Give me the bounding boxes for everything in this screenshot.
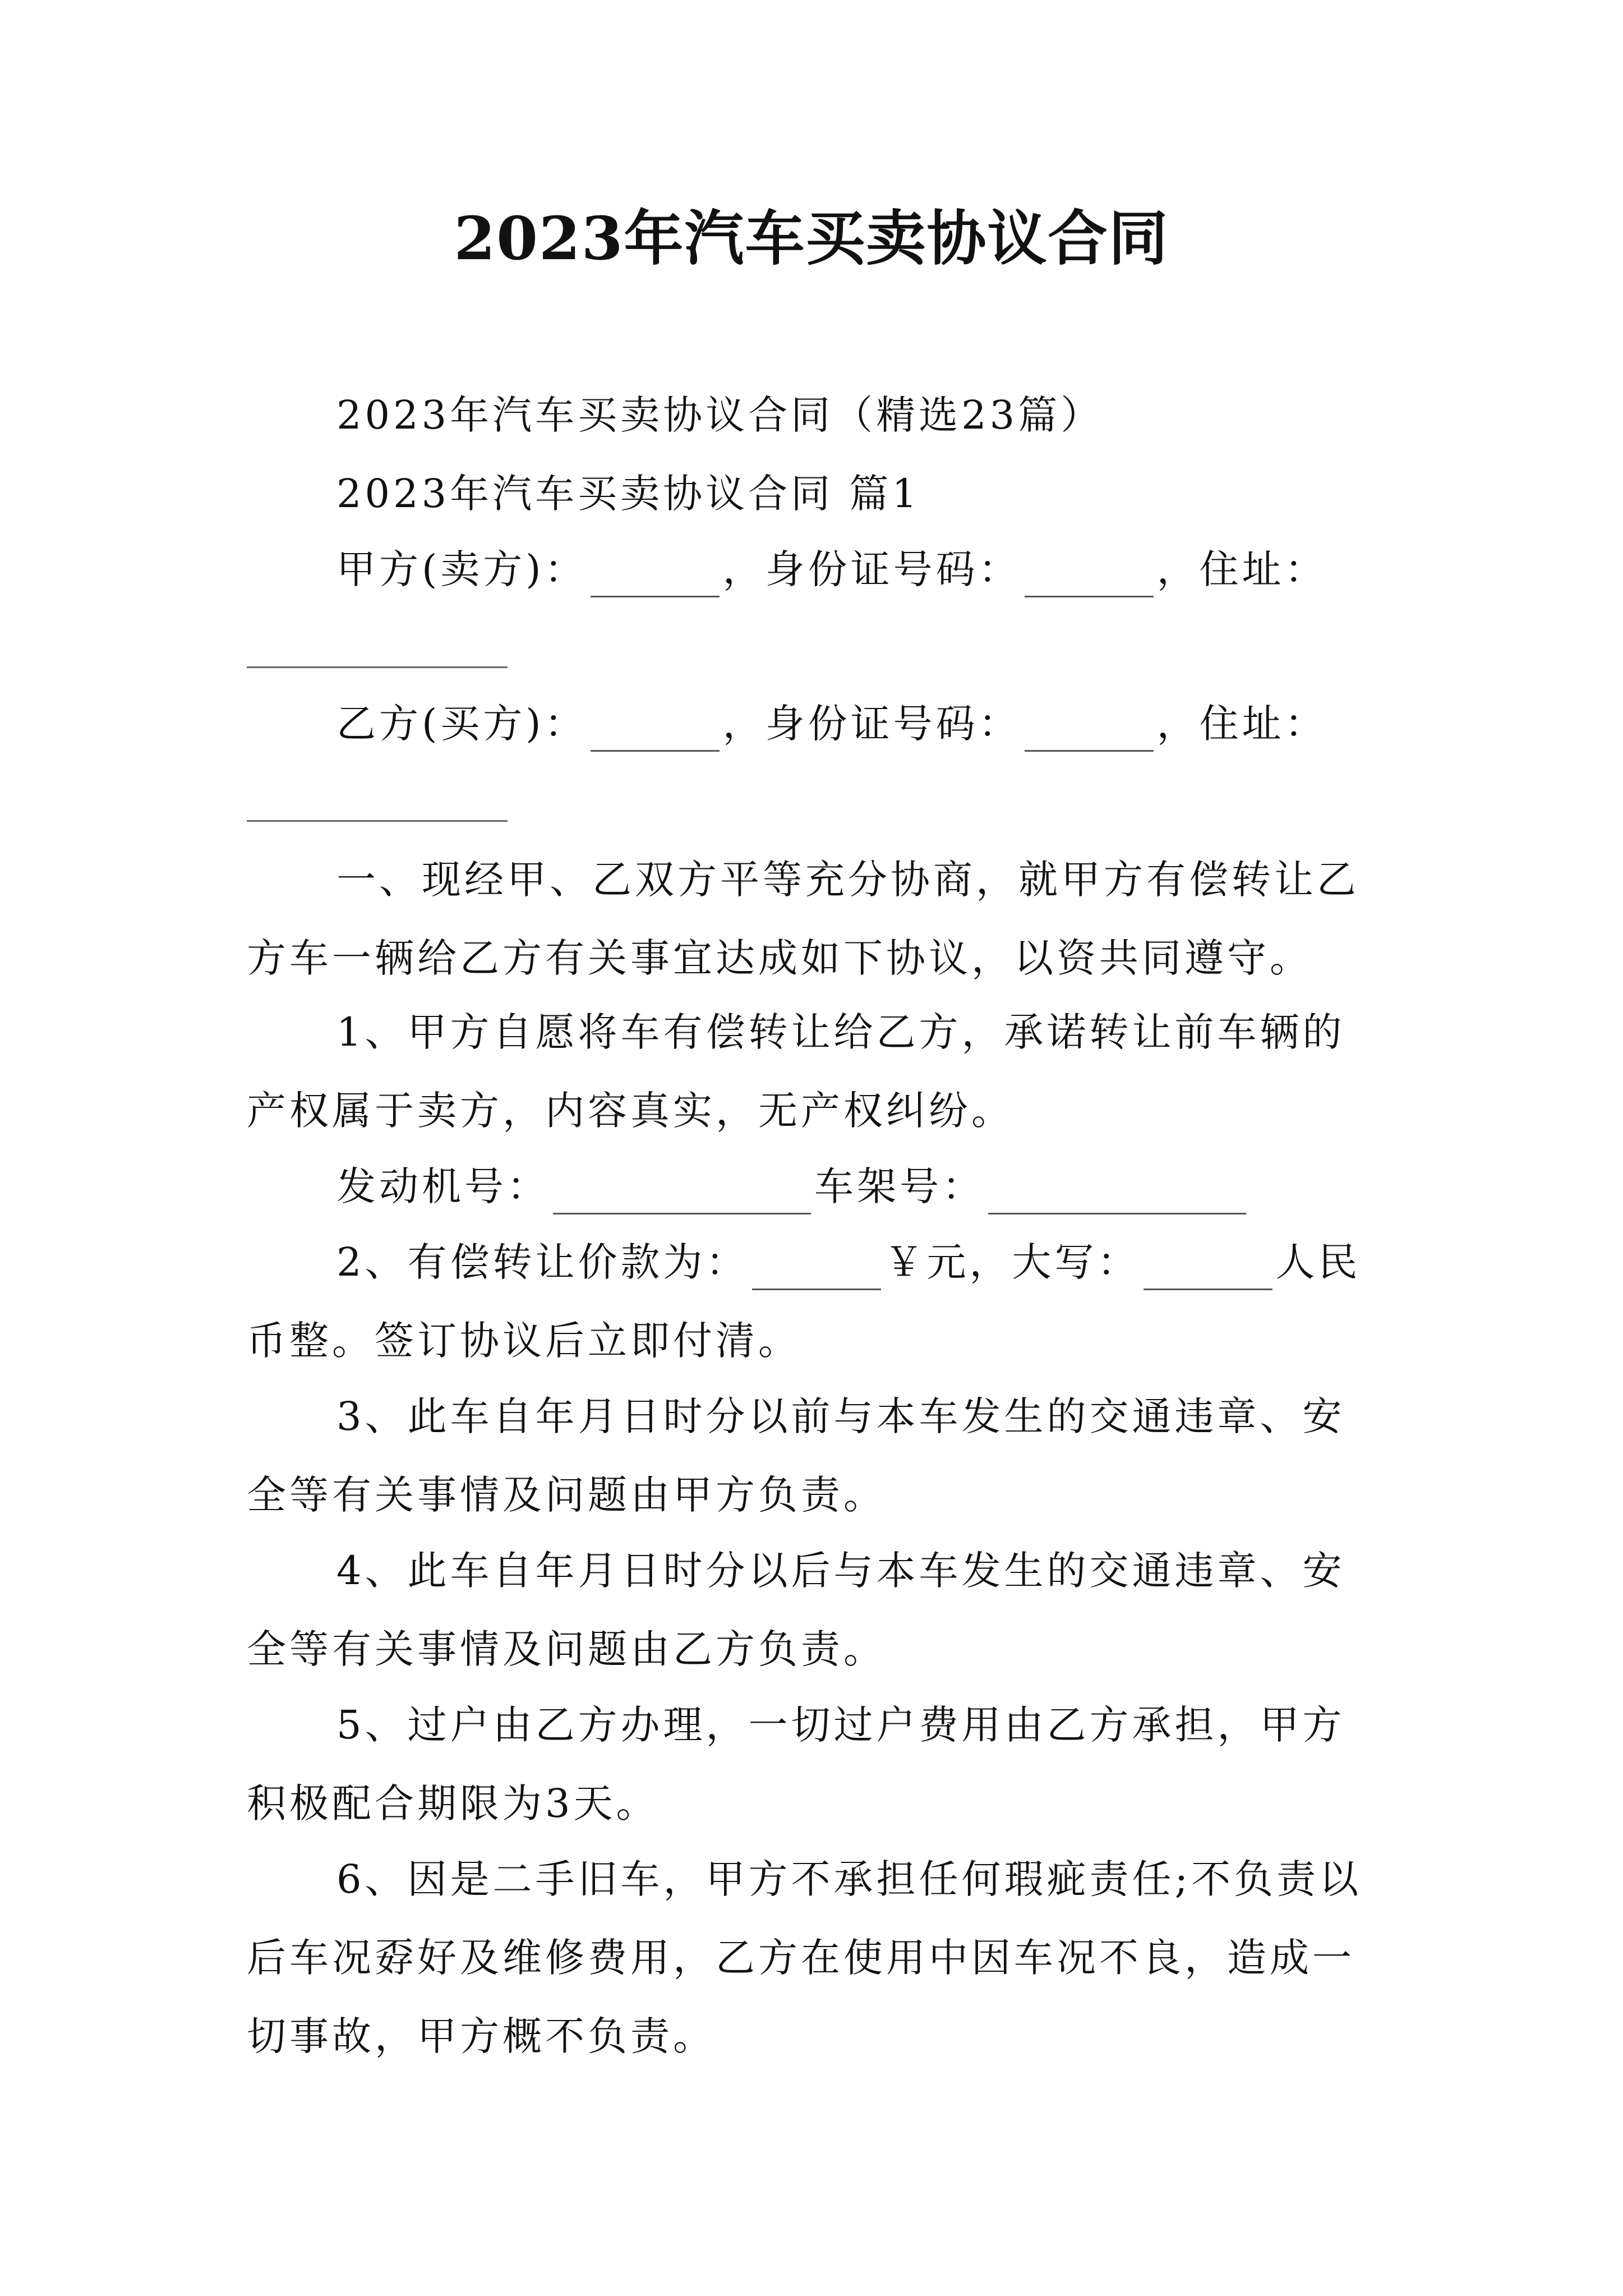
clause-3-line2: 全等有关事情及问题由甲方负责。 xyxy=(247,1472,886,1518)
document-subtitle: 2023年汽车买卖协议合同（精选23篇） xyxy=(336,392,1104,438)
frame-number-blank xyxy=(988,1172,1246,1214)
engine-frame-line xyxy=(336,1158,1249,1214)
clause-intro-line1: 一、现经甲、乙双方平等充分协商，就甲方有偿转让乙 xyxy=(336,857,1359,903)
price-blank xyxy=(752,1248,881,1290)
clause-6-line1: 6、因是二手旧车，甲方不承担任何瑕疵责任;不负责以 xyxy=(336,1856,1362,1902)
price-label: 2、有偿转让价款为： xyxy=(336,1239,749,1285)
party-a-line xyxy=(336,541,1327,597)
clause-5-line1: 5、过户由乙方办理，一切过户费用由乙方承担，甲方 xyxy=(336,1702,1345,1748)
engine-number-blank xyxy=(553,1172,811,1214)
clause-6-line3: 切事故，甲方概不负责。 xyxy=(247,2013,716,2059)
party-a-address-label: ，住址： xyxy=(1156,546,1327,592)
price-currency: 人民 xyxy=(1275,1239,1361,1285)
party-b-address-blank xyxy=(247,820,508,822)
clause-6-line2: 后车况孬好及维修费用，乙方在使用中因车况不良，造成一 xyxy=(247,1935,1355,1981)
party-a-id-blank xyxy=(1025,555,1154,597)
clause-2-line2: 币整。签订协议后立即付清。 xyxy=(247,1318,801,1364)
clause-intro-line2: 方车一辆给乙方有关事宜达成如下协议，以资共同遵守。 xyxy=(247,935,1312,981)
clause-3-line1: 3、此车自年月日时分以前与本车发生的交通违章、安 xyxy=(336,1393,1345,1439)
clause-4-line2: 全等有关事情及问题由乙方负责。 xyxy=(247,1626,886,1672)
party-b-line xyxy=(336,696,1327,752)
party-a-name-blank xyxy=(591,555,720,597)
document-title: 2023年汽车买卖协议合同 xyxy=(454,203,1169,273)
engine-number-label: 发动机号： xyxy=(336,1163,550,1209)
party-b-id-label: ，身份证号码： xyxy=(722,701,1021,747)
party-a-address-blank xyxy=(247,666,508,668)
clause-4-line1: 4、此车自年月日时分以后与本车发生的交通违章、安 xyxy=(336,1548,1345,1594)
clause-1-line1: 1、甲方自愿将车有偿转让给乙方，承诺转让前车辆的 xyxy=(336,1009,1345,1055)
party-a-id-label: ，身份证号码： xyxy=(722,546,1021,592)
section-heading: 2023年汽车买卖协议合同 篇1 xyxy=(336,471,920,517)
party-b-name-blank xyxy=(591,710,720,752)
party-b-label: 乙方(买方)： xyxy=(336,701,587,747)
clause-1-line2: 产权属于卖方，内容真实，无产权纠纷。 xyxy=(247,1088,1014,1134)
party-a-label: 甲方(卖方)： xyxy=(336,546,587,592)
party-b-id-blank xyxy=(1025,710,1154,752)
frame-number-label: 车架号： xyxy=(814,1163,985,1209)
price-capital-label: ￥元，大写： xyxy=(884,1239,1140,1285)
clause-2-line1 xyxy=(336,1234,1361,1290)
clause-5-line2: 积极配合期限为3天。 xyxy=(247,1780,659,1826)
party-b-address-label: ，住址： xyxy=(1156,701,1327,747)
price-capital-blank xyxy=(1144,1248,1272,1290)
